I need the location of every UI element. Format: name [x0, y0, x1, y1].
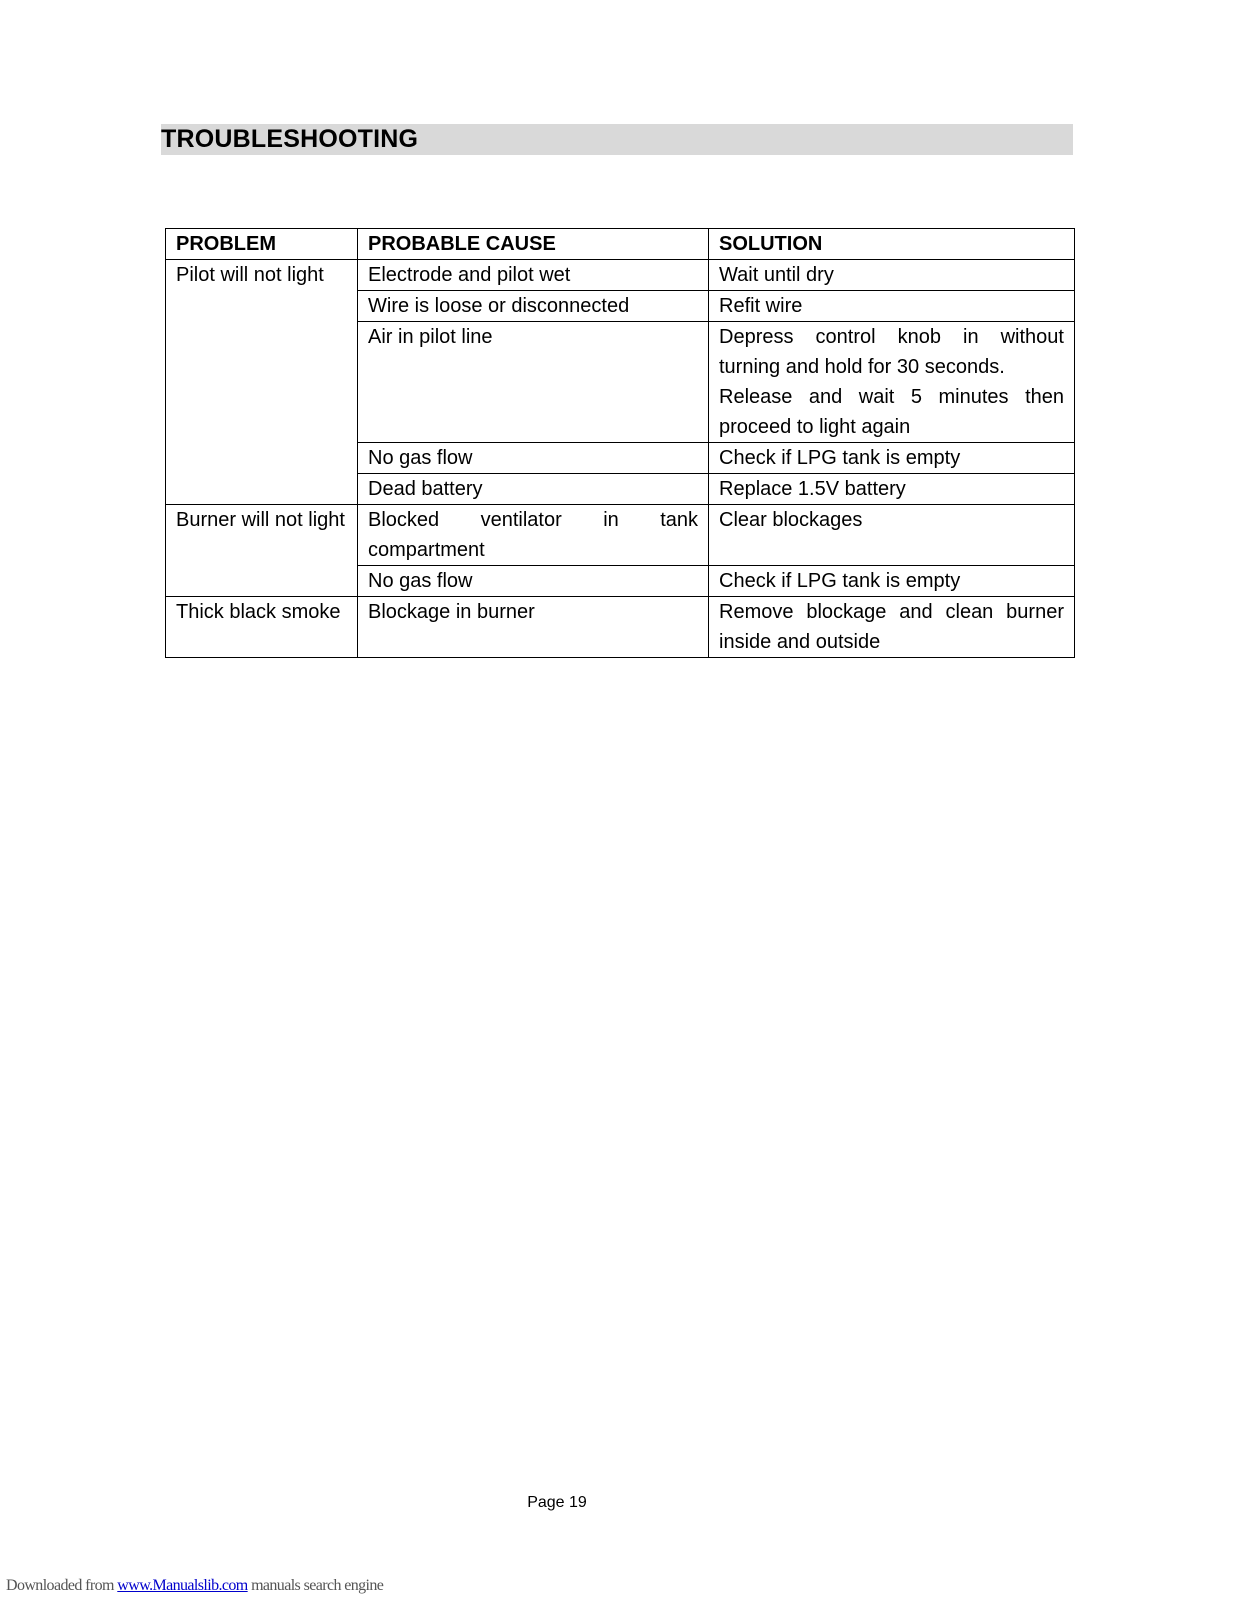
solution-cell: Replace 1.5V battery — [709, 474, 1075, 505]
solution-cell: Remove blockage and clean burner inside and outside — [709, 597, 1075, 658]
page-number: Page 19 — [527, 1494, 587, 1511]
cause-cell: Air in pilot line — [358, 322, 709, 443]
cause-cell: No gas flow — [358, 566, 709, 597]
footer-prefix: Downloaded from — [6, 1577, 114, 1594]
page-title: TROUBLESHOOTING — [161, 125, 419, 153]
solution-cell: Wait until dry — [709, 260, 1075, 291]
table-header-row — [166, 229, 1075, 260]
header-problem: PROBLEM — [166, 229, 358, 260]
download-footer — [6, 1577, 383, 1595]
solution-cell — [709, 322, 1075, 443]
table-row — [166, 597, 1075, 658]
problem-cell: Burner will not light — [166, 505, 358, 597]
table-row — [166, 260, 1075, 291]
problem-cell: Thick black smoke — [166, 597, 358, 658]
cause-cell: Wire is loose or disconnected — [358, 291, 709, 322]
solution-cell: Check if LPG tank is empty — [709, 566, 1075, 597]
cause-cell: Blocked ventilator in tank compartment — [358, 505, 709, 566]
solution-line: Release and wait 5 minutes then proceed to light again — [719, 386, 1064, 438]
cause-cell: No gas flow — [358, 443, 709, 474]
cause-cell: Blockage in burner — [358, 597, 709, 658]
cause-cell: Dead battery — [358, 474, 709, 505]
troubleshooting-table — [165, 228, 1075, 658]
header-solution: SOLUTION — [709, 229, 1075, 260]
header-probable-cause: PROBABLE CAUSE — [358, 229, 709, 260]
manualslib-link[interactable]: www.Manualslib.com — [117, 1577, 248, 1594]
solution-cell: Check if LPG tank is empty — [709, 443, 1075, 474]
table-row — [166, 505, 1075, 566]
footer-suffix: manuals search engine — [251, 1577, 384, 1594]
problem-cell: Pilot will not light — [166, 260, 358, 505]
solution-cell: Refit wire — [709, 291, 1075, 322]
cause-cell: Electrode and pilot wet — [358, 260, 709, 291]
solution-line: Depress control knob in without turning and hold for 30 seconds. — [719, 326, 1064, 378]
solution-cell: Clear blockages — [709, 505, 1075, 566]
